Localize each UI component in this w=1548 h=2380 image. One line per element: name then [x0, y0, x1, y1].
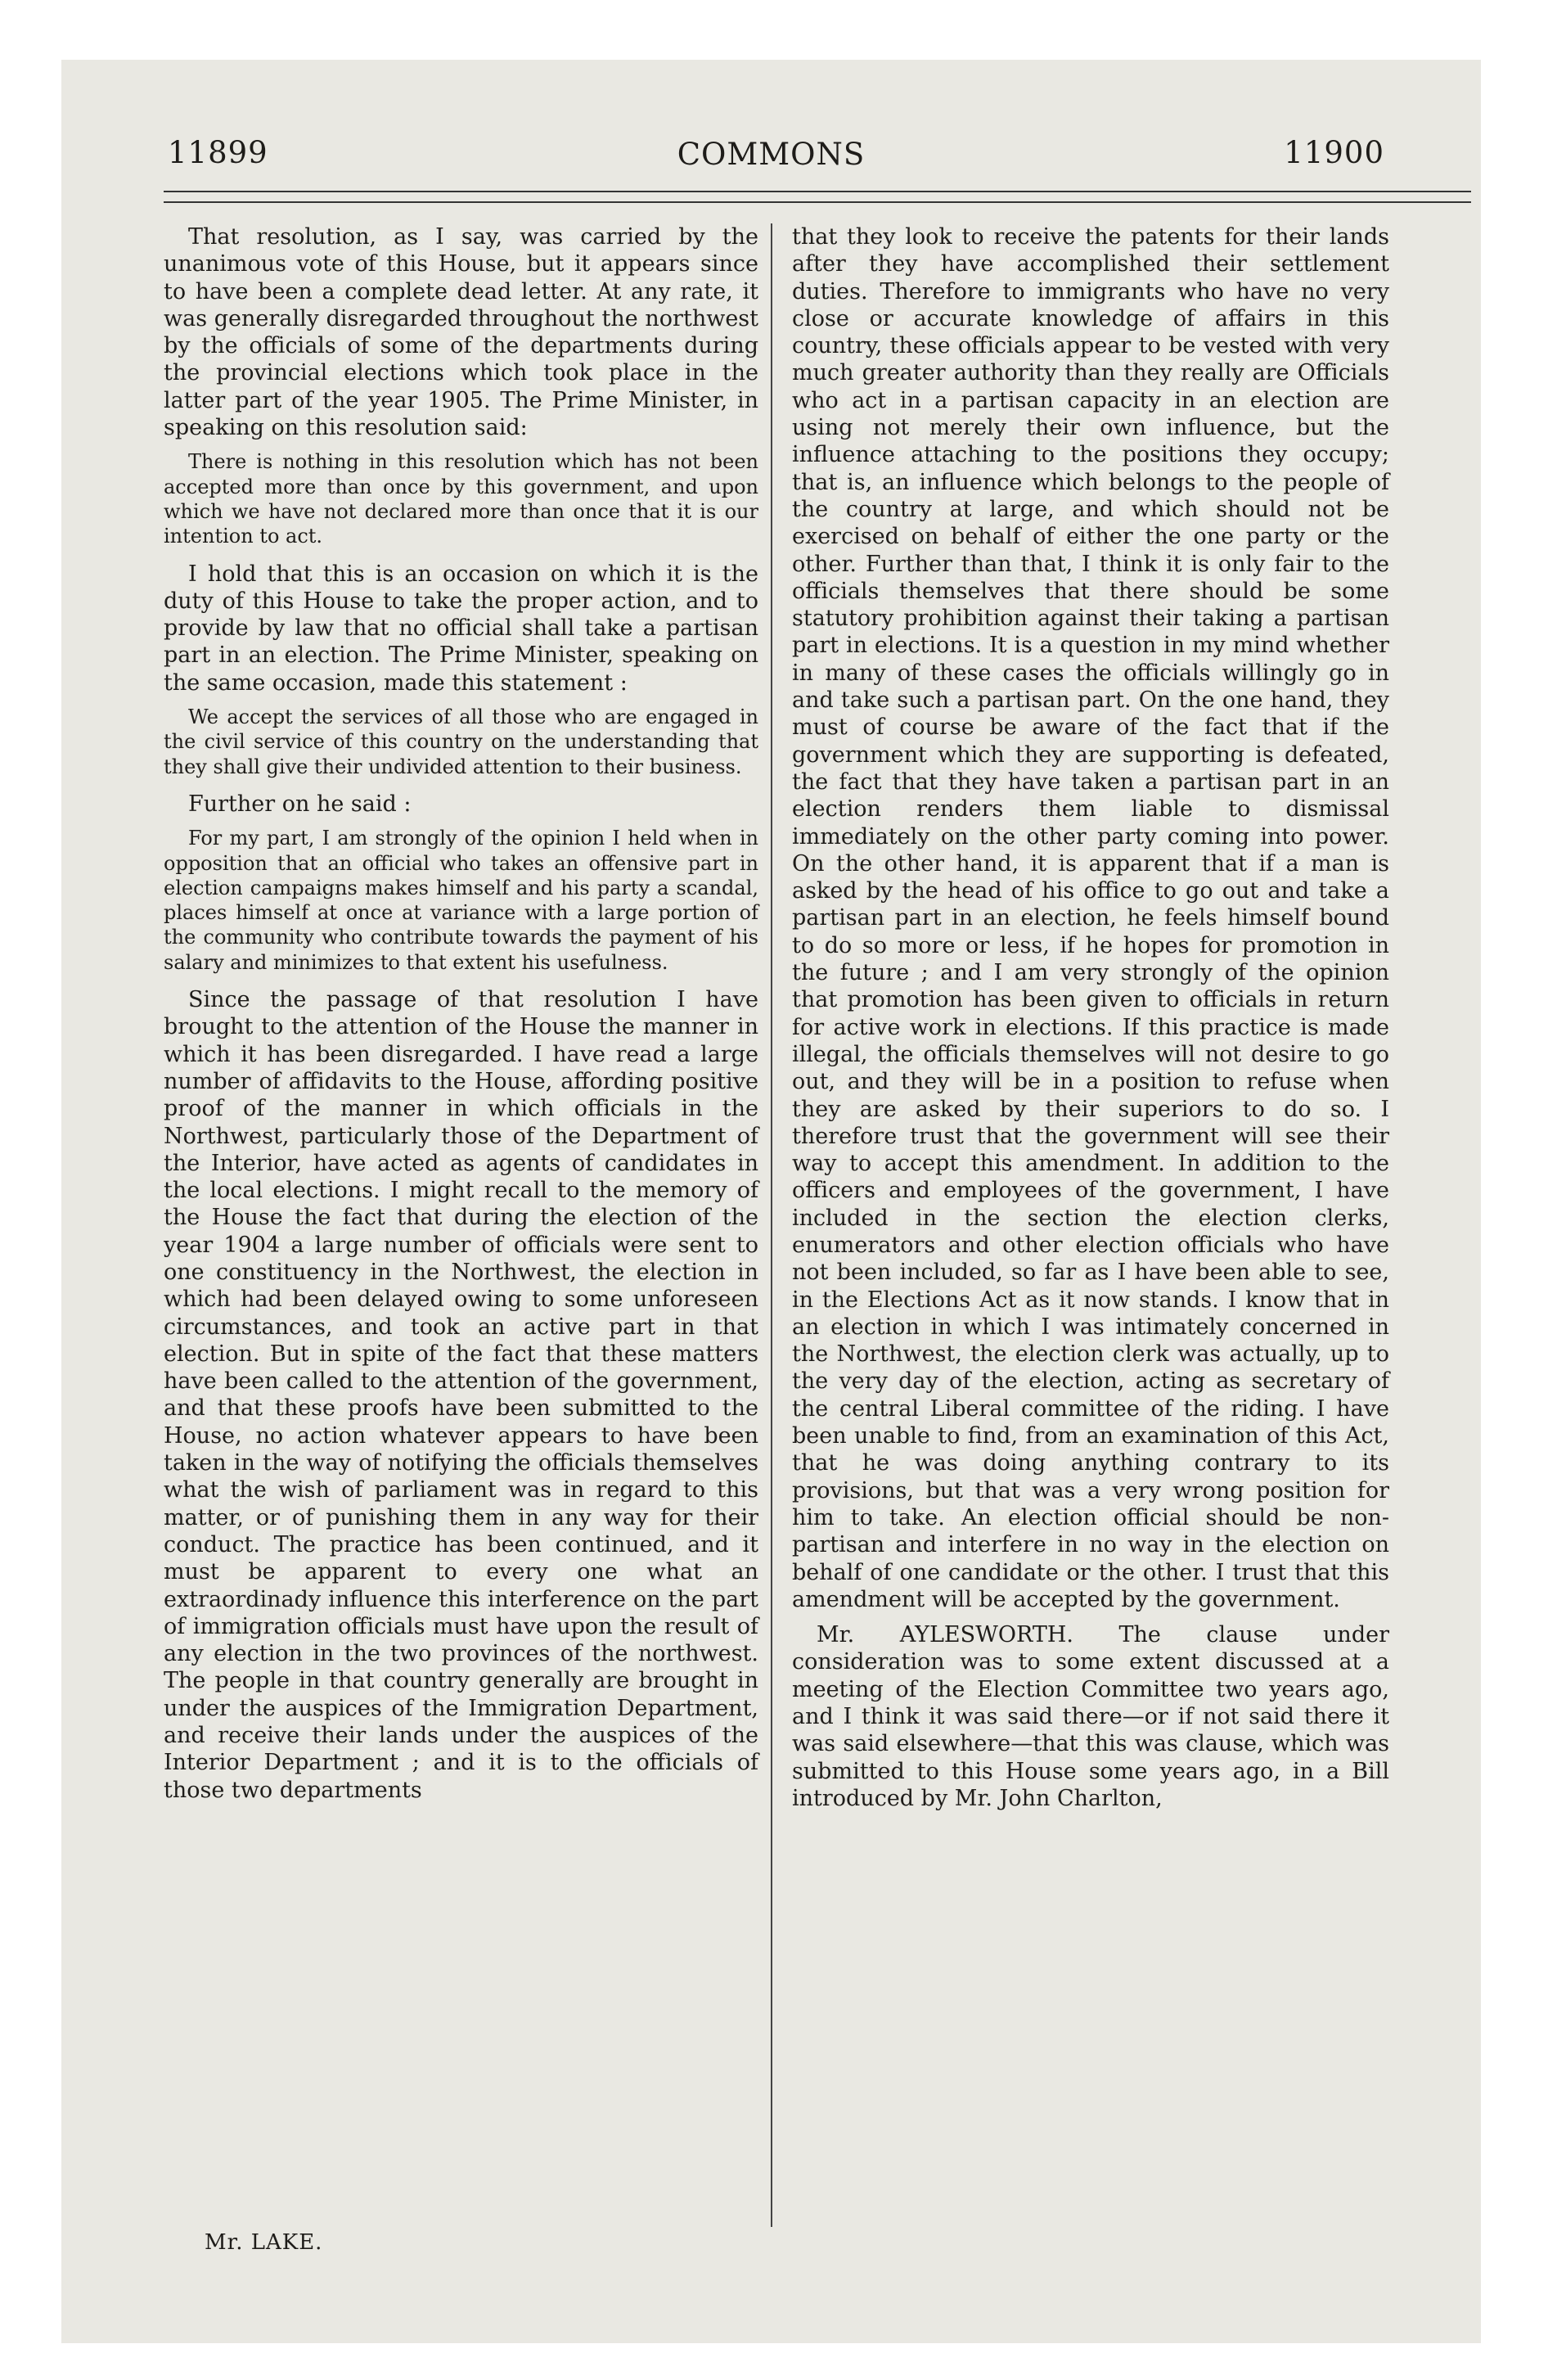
header-rule-bottom	[164, 201, 1471, 203]
paragraph: Since the passage of that resolution I have brought to the attention of the House the manner in which it has been disregarded. I have read a large number of affidavits to the House, affording positive proof of the manner in which officials in the Northwest, particularly those of the Department of the Interior, have acted as agents of candidates in the local elections. I might recall to the memory of the House the fact that during the election of the year 1904 a large number of officials were sent to one constituency in the Northwest, the election in which had been delayed owing to some unforeseen circumstances, and took an active part in that election. But in spite of the fact that these matters have been called to the attention of the government, and that these proofs have been submitted to the House, no action whatever appears to have been taken in the way of notifying the officials themselves what the wish of parliament was in regard to this matter, or of punishing them in any way for their conduct. The practice has been continued, and it must be apparent to every one what an extraordinady influence this interference on the part of immigration officials must have upon the result of any election in the two provinces of the northwest. The people in that country generally are brought in under the auspices of the Immigration Department, and receive their lands under the auspices of the Interior Department ; and it is to the officials of those two departments	[164, 987, 758, 1803]
hansard-page	[61, 60, 1481, 2343]
paragraph: Mr. AYLESWORTH. The clause under consideration was to some extent discussed at a meeting of the Election Committee two years ago, and I think it was said there—or if not said there it was said elsewhere—that this was clause, which was submitted to this House some years ago, in a Bill introduced by Mr. John Charlton,	[792, 1622, 1389, 1811]
paragraph: That resolution, as I say, was carried by the unanimous vote of this House, but it appears since to have been a complete dead letter. At any rate, it was generally disregarded throughout the northwest by the officials of some of the departments during the provincial elections which took place in the latter part of the year 1905. The Prime Minister, in speaking on this resolution said:	[164, 224, 758, 441]
quotation: There is nothing in this resolution which has not been accepted more than once by this government, and upon which we have not declared more than once that it is our intention to act.	[164, 450, 758, 548]
quotation: For my part, I am strongly of the opinion I held when in opposition that an official who takes an offensive part in election campaigns makes himself and his party a scandal, places himself at once at variance with a large portion of the community who contribute towards the payment of his salary and minimizes to that extent his usefulness.	[164, 827, 758, 974]
page-title: COMMONS	[677, 137, 866, 172]
page-number-left: 11899	[168, 135, 268, 170]
page-number-right: 11900	[1284, 135, 1384, 170]
header-rule-top	[164, 191, 1471, 192]
column-divider	[771, 223, 772, 2227]
left-column	[164, 223, 758, 1812]
speaker-footer: Mr. LAKE.	[205, 2230, 323, 2255]
paragraph: Further on he said :	[188, 791, 412, 817]
paragraph: I hold that this is an occasion on which it is the duty of this House to take the proper action, and to provide by law that no official shall take a partisan part in an election. The Prime Minister, speaking on the same occasion, made this statement :	[164, 561, 758, 696]
right-column	[792, 223, 1389, 1820]
quotation: We accept the services of all those who are engaged in the civil service of this country on the understanding that they shall give their undivided attention to their business.	[164, 705, 758, 778]
paragraph: that they look to receive the patents for their lands after they have accomplished their settlement duties. Therefore to immigrants who have no very close or accurate knowledge of affairs in this country, these officials appear to be vested with very much greater authority than they really are Officials who act in a partisan capacity in an election are using not merely their own influence, but the influence attaching to the positions they occupy; that is, an influence which belongs to the people of the country at large, and which should not be exercised on behalf of either the one party or the other. Further than that, I think it is only fair to the officials themselves that there should be some statutory prohibition against their taking a partisan part in elections. It is a question in my mind whether in many of these cases the officials willingly go in and take such a partisan part. On the one hand, they must of course be aware of the fact that if the government which they are supporting is defeated, the fact that they have taken a partisan part in an election renders them liable to dismissal immediately on the other party coming into power. On the other hand, it is apparent that if a man is asked by the head of his office to go out and take a partisan part in an election, he feels himself bound to do so more or less, if he hopes for promotion in the future ; and I am very strongly of the opinion that promotion has been given to officials in return for active work in elections. If this practice is made illegal, the officials themselves will not desire to go out, and they will be in a position to refuse when they are asked by their superiors to do so. I therefore trust that the government will see their way to accept this amendment. In addition to the officers and employees of the government, I have included in the section the election clerks, enumerators and other election officials who have not been included, so far as I have been able to see, in the Elections Act as it now stands. I know that in an election in which I was intimately concerned in the Northwest, the election clerk was actually, up to the very day of the election, acting as secretary of the central Liberal committee of the riding. I have been unable to find, from an examination of this Act, that he was doing anything contrary to its provisions, but that was a very wrong position for him to take. An election official should be non-partisan and interfere in no way in the election on behalf of one candidate or the other. I trust that this amendment will be accepted by the government.	[792, 224, 1389, 1612]
